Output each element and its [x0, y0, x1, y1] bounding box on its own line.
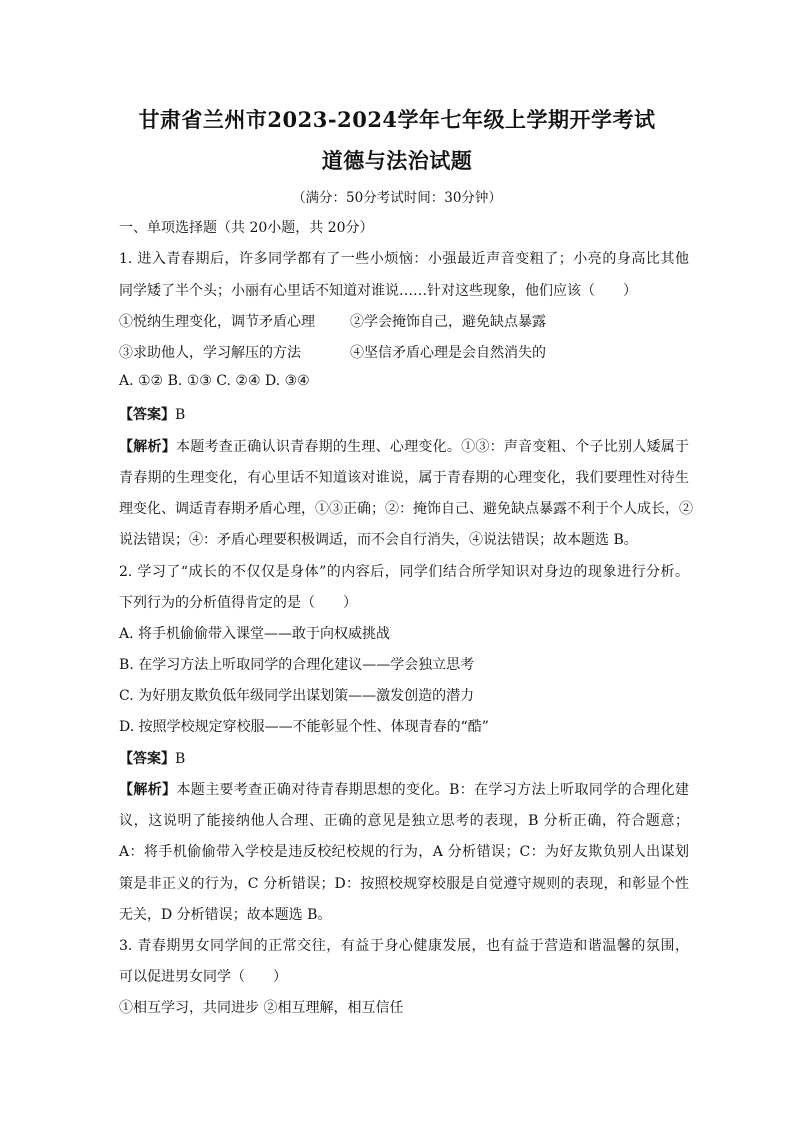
answer-value: B [175, 407, 186, 423]
q3-stem-line1: 3. 青春期男女同学间的正常交往，有益于身心健康发展，也有益于营造和谐温馨的氛围， [119, 938, 689, 954]
q1-analysis-line2: 青春期的生理变化，有心里话不知道该对谁说，属于青春期的心理变化，我们要理性对待生 [119, 470, 689, 486]
q1-analysis-line1 [119, 436, 689, 456]
q2-option-d: D. 按照学校规定穿校服——不能彰显个性、体现青春的“酷” [119, 719, 489, 735]
q2-option-c: C. 为好朋友欺负低年级同学出谋划策——激发创造的潜力 [119, 688, 475, 704]
analysis-text: 本题主要考查正确对待青春期思想的变化。B：在学习方法上听取同学的合理化建 [176, 782, 689, 798]
q2-analysis-line5: 无关，D 分析错误；故本题选 B。 [119, 907, 332, 923]
q1-analysis-line4: 说法错误；④：矛盾心理要积极调适，而不会自行消失，④说法错误；故本题选 B。 [119, 532, 638, 548]
q1-answer [119, 404, 185, 424]
q1-stem-line2: 同学矮了半个头；小丽有心里话不知道对谁说……针对这些现象，他们应该（ ） [119, 283, 637, 299]
q1-analysis-line3: 理变化、调适青春期矛盾心理，①③正确；②：掩饰自己、避免缺点暴露不利于个人成长，② [119, 501, 693, 517]
answer-label: 【答案】 [119, 751, 175, 767]
q2-analysis-line3: A：将手机偷偷带入学校是违反校纪校规的行为，A 分析错误；C：为好友欺负别人出谋划 [119, 844, 689, 860]
q1-option-1: ①悦纳生理变化，调节矛盾心理 [119, 314, 315, 330]
answer-label: 【答案】 [119, 407, 175, 423]
analysis-text: 本题考查正确认识青春期的生理、心理变化。①③：声音变粗、个子比别人矮属于 [176, 439, 690, 455]
exam-title-line2: 道德与法治试题 [321, 148, 473, 173]
q1-option-4: ④坚信矛盾心理是会自然消失的 [350, 345, 546, 361]
q2-stem-line1: 2. 学习了“成长的不仅仅是身体”的内容后，同学们结合所学知识对身边的现象进行分析。 [119, 564, 689, 580]
q2-option-b: B. 在学习方法上听取同学的合理化建议——学会独立思考 [119, 657, 475, 673]
q1-option-2: ②学会掩饰自己，避免缺点暴露 [350, 314, 546, 330]
q2-answer [119, 748, 185, 768]
exam-title-line1: 甘肃省兰州市2023-2024学年七年级上学期开学考试 [138, 107, 656, 132]
q2-stem-line2: 下列行为的分析值得肯定的是（ ） [119, 595, 357, 611]
q3-option-line: ①相互学习，共同进步 ②相互理解，相互信任 [119, 1000, 404, 1016]
q3-stem-line2: 可以促进男女同学（ ） [119, 969, 287, 985]
q1-choices: A. ①② B. ①③ C. ②④ D. ③④ [119, 373, 310, 389]
q1-stem-line1: 1. 进入青春期后，许多同学都有了一些小烦恼：小强最近声音变粗了；小亮的身高比其他 [119, 251, 689, 267]
exam-subtitle: （满分：50分考试时间：30分钟） [292, 190, 502, 206]
answer-value: B [175, 751, 186, 767]
q2-analysis-line2: 议，这说明了能接纳他人合理、正确的意见是独立思考的表现，B 分析正确，符合题意； [119, 813, 689, 829]
q2-analysis-line4: 策是非正义的行为，C 分析错误；D：按照校规穿校服是自觉遵守规则的表现，和彰显个性 [119, 876, 689, 892]
q2-option-a: A. 将手机偷偷带入课堂——敢于向权威挑战 [119, 626, 391, 642]
analysis-label: 【解析】 [119, 782, 177, 798]
q2-analysis-line1 [119, 779, 689, 799]
q1-option-3: ③求助他人，学习解压的方法 [119, 345, 301, 361]
section-heading: 一、单项选择题（共 20小题，共 20分） [119, 220, 374, 236]
analysis-label: 【解析】 [119, 439, 177, 455]
